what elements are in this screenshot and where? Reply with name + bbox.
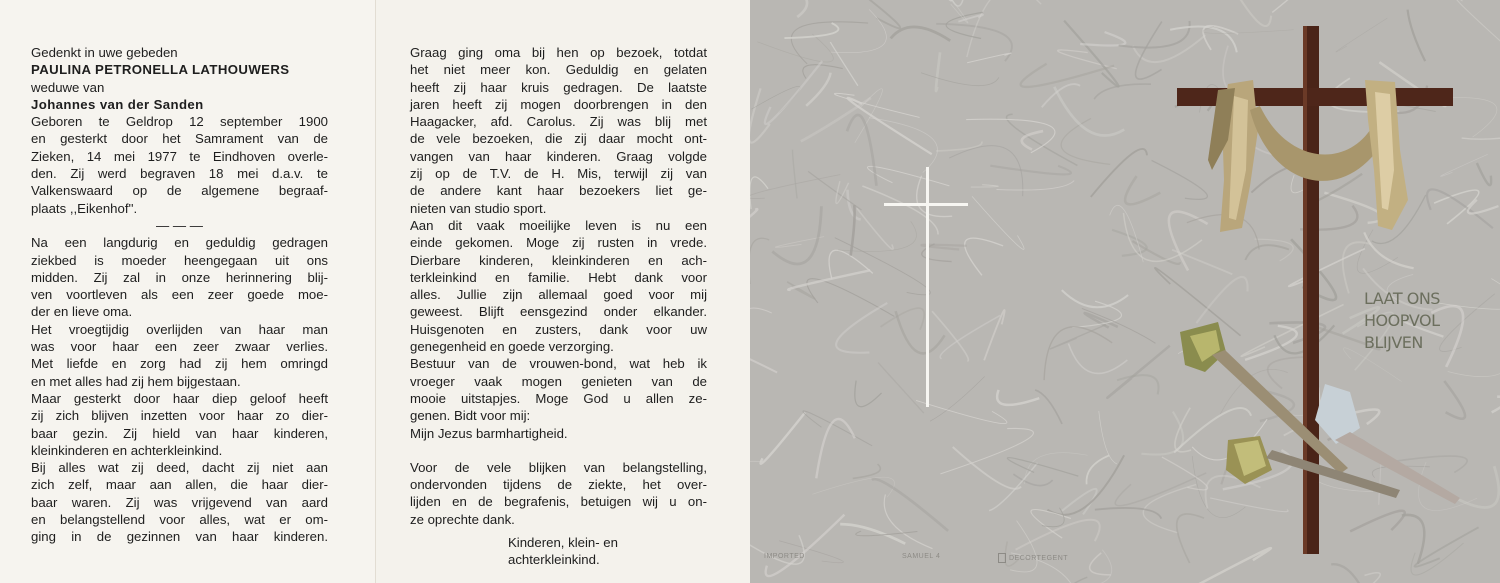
text-line: Voor de vele blijken van belangstelling, [410,459,707,475]
text-line: Huisgenoten en zusters, dank voor uw [410,321,707,337]
middle-text-panel [375,0,750,583]
text-line: Het vroegtijdig overlijden van haar man [31,321,328,337]
text-line: Na een langdurig en geduldig gedragen [31,235,328,251]
cover-panel [750,0,1500,583]
text-line: baar gezin. Zij hield van haar kinderen, [31,425,328,441]
text-line: Gedenkt in uwe gebeden [31,45,178,60]
text-line: terkleinkind en familie. Hebt dank voor [410,269,707,285]
motto-line-2: HOOPVOL [1364,311,1440,330]
text-line: jaren heeft zij mogen doorbrengen in den [410,96,707,112]
signature-line: Kinderen, klein- en [508,535,618,551]
motto-line-1: LAAT ONS [1364,289,1440,308]
text-line: einde gekomen. Moge zij rusten in vrede. [410,235,707,251]
text-line: kleinkinderen en achterkleinkind. [31,442,223,458]
text-line: den. Zij werd begraven 18 mei d.a.v. te [31,166,328,182]
text-line: baar waren. Zij was vrijgevend van aard [31,494,328,510]
publisher-logo-icon [998,553,1006,563]
text-line: de vele bezoeken, die zij daar mocht ont- [410,131,707,147]
text-line: en belangstellend voor alles, wat er om- [31,512,328,528]
text-line: de andere kant haar bezoekers liet ge- [410,183,707,199]
text-line: nieten van studio sport. [410,200,547,216]
text-line: het niet meer kon. Geduldig en gelaten [410,62,707,78]
white-cross-icon [884,167,968,407]
left-text-panel [0,0,375,583]
text-line: Haagacker, afd. Carolus. Zij was blij met [410,114,707,130]
text-line: Valkenswaard op de algemene begraaf- [31,183,328,199]
text-line: en met alles had zij hem bijgestaan. [31,373,241,389]
text-line: zich zelf, maar aan allen, die haar dier- [31,477,328,493]
text-line: ze oprechte dank. [410,511,515,527]
text-line: plaats ,,Eikenhof''. [31,200,138,216]
footer-samuel: SAMUEL 4 [902,553,941,560]
text-line: zij zich blijven inzetten voor haar zo dier- [31,408,328,424]
motto-line-3: BLIJVEN [1364,333,1423,352]
text-line: Bestuur van de vrouwen-bond, wat heb ik [410,356,707,372]
signature-block [410,534,707,569]
footer-imported: IMPORTED [764,553,805,560]
text-line: ging in de gezinnen van haar kinderen. [31,529,328,545]
text-line: was voor haar een zeer zwaar verlies. [31,339,328,355]
signature-line: achterkleinkind. [508,552,600,568]
text-line: genegenheid en goede verzorging. [410,339,614,355]
text-line: Met liefde en zorg had zij hem omringd [31,356,328,372]
text-line: midden. Zij zal in onze herinnering blij- [31,269,328,285]
publisher-name: DECORTEGENT [1009,554,1069,562]
text-line: vroeger vaak mogen genieten van de [410,373,707,389]
text-line: ven voortleven als een zeer goede moe- [31,287,328,303]
obituary-text-left [31,44,328,546]
text-line: geweest. Blijft eensgezind onder elkander. [410,304,707,320]
text-line: PAULINA PETRONELLA LATHOUWERS [31,62,290,78]
text-line: weduwe van [31,79,105,95]
text-line: alles. Jullie zijn allemaal goed voor mij [410,287,707,303]
text-line: ondervonden tijdens de ziekte, het over- [410,477,707,493]
text-line: lijden en de begrafenis, betuigen wij u on- [410,494,707,510]
text-line: Geboren te Geldrop 12 september 1900 [31,114,328,130]
text-line: Johannes van der Sanden [31,96,204,112]
text-line: der en lieve oma. [31,304,133,320]
text-line: en gesterkt door het Samrament van de [31,131,328,147]
obituary-text-middle [410,44,707,569]
paragraph-gap [410,442,707,459]
text-line: ziekbed is moeder heengegaan uit ons [31,252,328,268]
text-line: genen. Bidt voor mij: [410,408,531,424]
text-line: Aan dit vaak moeilijke leven is nu een [410,217,707,233]
text-line: zij op de T.V. de H. Mis, terwijl zij van [410,166,707,182]
text-line: vangen van haar kinderen. Graag volgde [410,148,707,164]
text-line: Dierbare kinderen, kleinkinderen en ach- [410,252,707,268]
text-line: Mijn Jezus barmhartigheid. [410,425,568,441]
text-line: Maar gesterkt door haar diep geloof heeft [31,390,328,406]
text-line: Bij alles wat zij deed, dacht zij niet aan [31,460,328,476]
text-line: mooie uitstapjes. Moge God u allen ze- [410,390,707,406]
text-line: — — — [156,217,203,233]
text-line: heeft zij haar kruis gedragen. De laatste [410,79,707,95]
text-line: Zieken, 14 mei 1977 te Eindhoven overle- [31,148,328,164]
text-line: Graag ging oma bij hen op bezoek, totdat [410,45,707,60]
motto-text [1364,288,1440,354]
footer-publisher [998,553,1068,563]
